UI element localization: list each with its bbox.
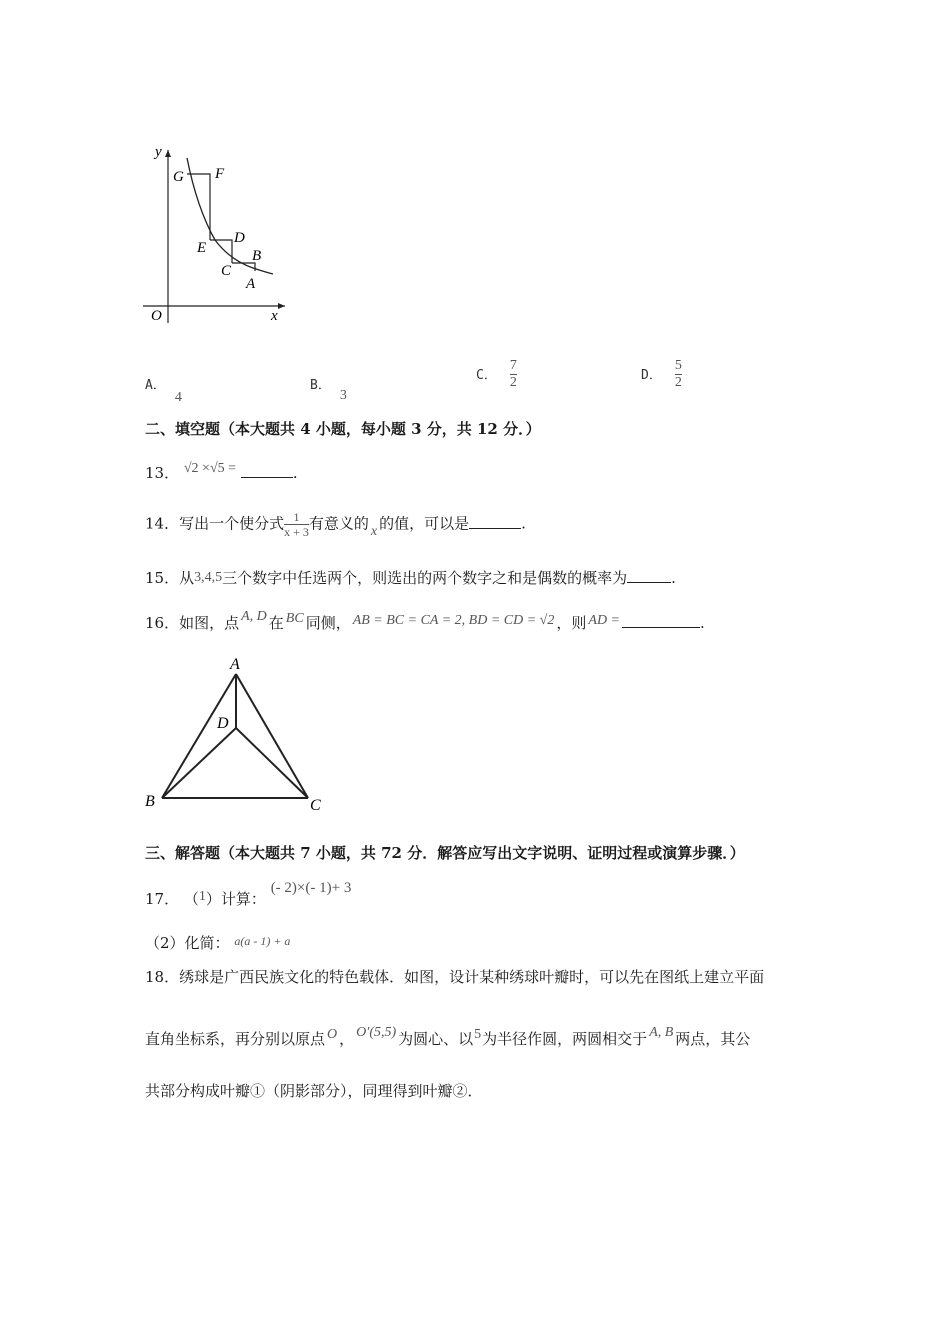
q16-ask: AD = <box>588 613 620 628</box>
label-C: C <box>310 797 321 814</box>
q15-text-b: 三个数字中任选两个，则选出的两个数字之和是偶数的概率为 <box>222 569 628 587</box>
q14-number: 14． <box>145 514 180 533</box>
q16-points: A, D <box>241 609 267 624</box>
q15-answer-blank[interactable] <box>627 582 671 583</box>
q13-answer-blank[interactable] <box>241 477 293 478</box>
edge-CD <box>236 728 308 798</box>
option-b-label: B． <box>310 378 331 393</box>
option-d-label: D． <box>641 368 662 383</box>
q15-end: . <box>671 569 676 587</box>
q16-text-c: 同侧， <box>305 614 351 632</box>
q13-number: 13． <box>145 464 180 482</box>
option-d <box>641 358 682 391</box>
q18-O: O <box>327 1027 338 1042</box>
q18-comma: ， <box>339 1030 355 1048</box>
q17-expression-2: a(a - 1) + a <box>234 934 291 948</box>
option-a-value: 4 <box>174 390 182 405</box>
option-b <box>310 374 347 403</box>
option-b-value: 3 <box>339 388 347 403</box>
option-c-num: 7 <box>509 358 517 373</box>
q13-end: . <box>292 464 298 482</box>
label-A: A <box>246 276 256 292</box>
q14-var: x <box>370 523 378 539</box>
q18-l2-b: 为圆心、以 <box>398 1030 474 1048</box>
label-B: B <box>252 248 262 264</box>
question-15 <box>145 567 676 588</box>
question-17-part-1 <box>145 880 352 909</box>
rect-ED <box>210 240 232 263</box>
q16-text-d: ，则 <box>556 614 587 632</box>
figure-curve-rectangles <box>135 138 295 333</box>
q17-p2-text: （2）化简： <box>145 934 230 952</box>
q14-frac-num: 1 <box>293 510 300 524</box>
question-14 <box>145 510 526 539</box>
q16-number: 16． <box>145 614 180 632</box>
option-d-fraction <box>675 358 682 391</box>
q14-text-b: 有意义的 <box>308 514 369 533</box>
q17-p1-num: 1 <box>198 889 206 904</box>
option-d-num: 5 <box>674 358 682 373</box>
q18-AB: A, B <box>649 1025 674 1040</box>
q15-number: 15． <box>145 569 180 587</box>
section-2-heading: 二、填空题（本大题共 4 小题，每小题 3 分，共 12 分．） <box>145 420 541 438</box>
edge-AC <box>236 674 308 798</box>
q14-frac-den: x + 3 <box>284 525 309 539</box>
label-x: x <box>271 308 278 324</box>
question-18-line-1: 18．绣球是广西民族文化的特色载体．如图，设计某种绣球叶瓣时，可以先在图纸上建立平面 <box>145 968 765 986</box>
q16-segment: BC <box>285 611 304 626</box>
x-axis-arrow <box>278 303 285 309</box>
label-A: A <box>230 656 240 673</box>
section-3-heading: 三、解答题（本大题共 7 小题，共 72 分．解答应写出文字说明、证明过程或演算步骤．） <box>145 844 745 862</box>
question-17-part-2 <box>145 932 290 953</box>
label-E: E <box>197 240 207 256</box>
q18-l2-a: 直角坐标系，再分别以原点 <box>145 1030 326 1048</box>
q14-text-c: 的值，可以是 <box>379 514 470 533</box>
option-c-den: 2 <box>509 375 517 390</box>
option-c-fraction <box>510 358 517 391</box>
q14-fraction <box>284 510 309 539</box>
q16-conditions: AB = BC = CA = 2, BD = CD = √2 <box>352 613 555 628</box>
option-c <box>476 358 517 391</box>
q14-text-a: 写出一个使分式 <box>179 514 285 533</box>
question-16 <box>145 609 705 633</box>
question-18-line-3: 共部分构成叶瓣①（阴影部分），同理得到叶瓣②． <box>145 1082 483 1100</box>
q17-p1-open: （ <box>183 890 199 908</box>
edge-AB <box>162 674 236 798</box>
q18-Oprime: O′(5,5) <box>356 1025 397 1040</box>
option-c-label: C． <box>476 368 497 383</box>
label-D: D <box>234 230 245 246</box>
q13-expression: √2 ×√5 = <box>183 461 237 476</box>
rect-GF <box>187 174 210 240</box>
q17-expression-1: (- 2)×(- 1)+ 3 <box>270 880 352 896</box>
option-a-label: A． <box>145 378 166 393</box>
question-18-line-2 <box>145 1025 751 1049</box>
edge-BD <box>162 728 236 798</box>
label-D: D <box>217 715 229 732</box>
figure-triangle <box>140 652 330 817</box>
label-C: C <box>221 263 232 279</box>
q18-l2-c: 为半径作圆，两圆相交于 <box>482 1030 648 1048</box>
option-d-den: 2 <box>674 375 682 390</box>
q16-text-b: 在 <box>268 614 284 632</box>
option-a <box>145 374 182 405</box>
q15-text-a: 从 <box>179 569 195 587</box>
label-y: y <box>155 144 162 160</box>
label-G: G <box>173 169 184 185</box>
q17-p1-text: ）计算： <box>205 890 266 908</box>
q14-end: . <box>521 514 526 533</box>
label-B: B <box>145 793 155 810</box>
q16-answer-blank[interactable] <box>622 627 700 628</box>
label-O: O <box>151 308 162 324</box>
q14-answer-blank[interactable] <box>469 528 521 529</box>
q16-end: . <box>700 614 705 632</box>
q18-l2-d: 两点，其公 <box>675 1030 751 1048</box>
label-F: F <box>215 166 225 182</box>
question-13 <box>145 462 298 483</box>
q15-numbers: 3,4,5 <box>194 570 223 585</box>
y-axis-arrow <box>165 150 171 157</box>
q17-number: 17． <box>145 890 180 908</box>
q18-five: 5 <box>474 1027 482 1042</box>
q16-text-a: 如图，点 <box>179 614 240 632</box>
